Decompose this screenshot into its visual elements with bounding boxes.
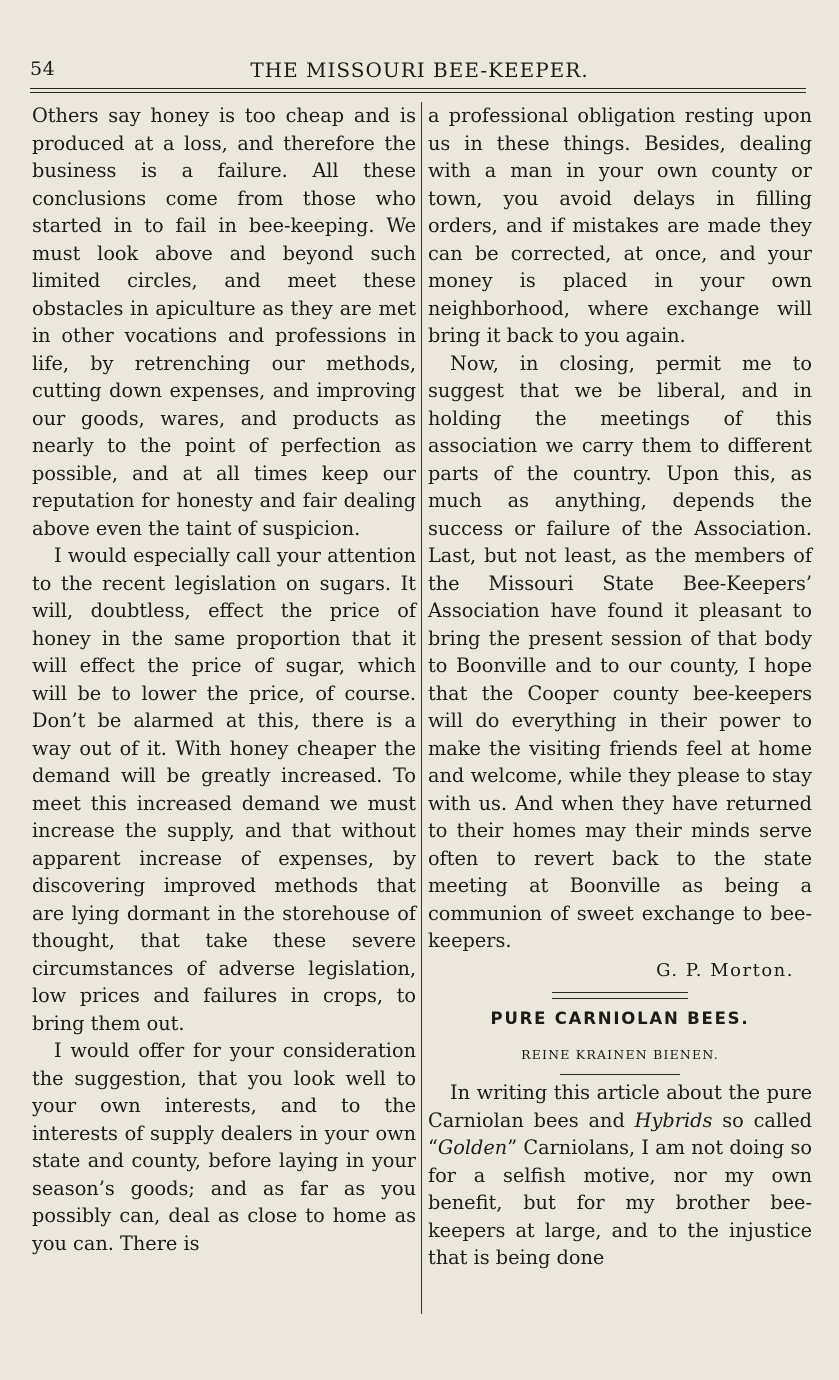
signature: G. P. Morton.: [656, 959, 794, 981]
paragraph: I would offer for your consideration the suggestion, that you look well to your own interests, and to the interests of supply dealers in your own state and county, before laying in your season’s goods; and as far as you possibly can, deal as close to home as you can. There is: [32, 1039, 416, 1255]
page-number: 54: [30, 58, 56, 80]
paragraph: Now, in closing, permit me to suggest that we be liberal, and in holding the meetings of this association we carry them to different parts of the country. Upon this, as much as anything, depends the success or failure of the Association. Last, but not least, as the members of the Missouri State Bee-Keepers’ Association have found it pleasant to bring the present session of that body to Boonville and to our county, I hope that the Cooper county bee-keepers will do everything in their power to make the visiting friends feel at home and welcome, while they please to stay with us. And when they have returned to their homes may their minds serve often to revert back to the state meeting at Boonville as being a communion of sweet exchange to bee-keepers.: [428, 351, 812, 952]
paragraph: [428, 1079, 812, 1272]
text-run: In writing this article about the pure Carniolan bees and: [428, 1081, 812, 1132]
paragraph: a professional obligation resting upon us in these things. Besides, dealing with a man in your own county or town, you avoid delays in filling orders, and if mistakes are made they can be corrected, at once, and your money is placed in your own neighborhood, where exchange will bring it back to you again.: [428, 104, 812, 347]
header-rule-top: [30, 88, 806, 89]
subtitle-rule: [560, 1074, 680, 1075]
right-column: [428, 102, 812, 1272]
text-run: ” Carniolans, I am not doing so for a selfish motive, nor my own benefit, but for my brother bee-keepers at large, and to the injustice that is being done: [428, 1136, 812, 1269]
italic-text: Golden: [437, 1136, 508, 1159]
section-double-rule: [552, 992, 688, 999]
paragraph: Others say honey is too cheap and is produced at a loss, and therefore the business is a failure. All these conclusions come from those who started in to fail in bee-keeping. We must look above and beyond such limited circles, and meet these obstacles in apiculture as they are met in other vocations and professions in life, by retrenching our methods, cutting down expenses, and improving our goods, wares, and products as nearly to the point of perfection as possible, and at all times keep our reputation for honesty and fair dealing above even the taint of suspicion.: [32, 104, 416, 540]
column-divider: [421, 102, 422, 1314]
article-subtitle: REINE KRAINEN BIENEN.: [521, 1046, 719, 1062]
article-title: PURE CARNIOLAN BEES.: [490, 1009, 750, 1028]
header-rule-bottom: [30, 92, 806, 93]
text-run: so called “: [428, 1108, 812, 1159]
paragraph: I would especially call your attention to the recent legislation on sugars. It will, doubtless, effect the price of honey in the same proportion that it will effect the price of sugar, which will be to lower the price, of course. Don’t be alarmed at this, there is a way out of it. With honey cheaper the demand will be greatly increased. To meet this increased demand we must increase the supply, and that without apparent increase of expenses, by discovering improved methods that are lying dormant in the storehouse of thought, that take these severe circumstances of adverse legislation, low prices and failures in crops, to bring them out.: [32, 544, 416, 1035]
running-head: THE MISSOURI BEE-KEEPER.: [250, 58, 589, 82]
left-column: [32, 102, 416, 1257]
italic-text: Hybrids: [634, 1108, 713, 1132]
